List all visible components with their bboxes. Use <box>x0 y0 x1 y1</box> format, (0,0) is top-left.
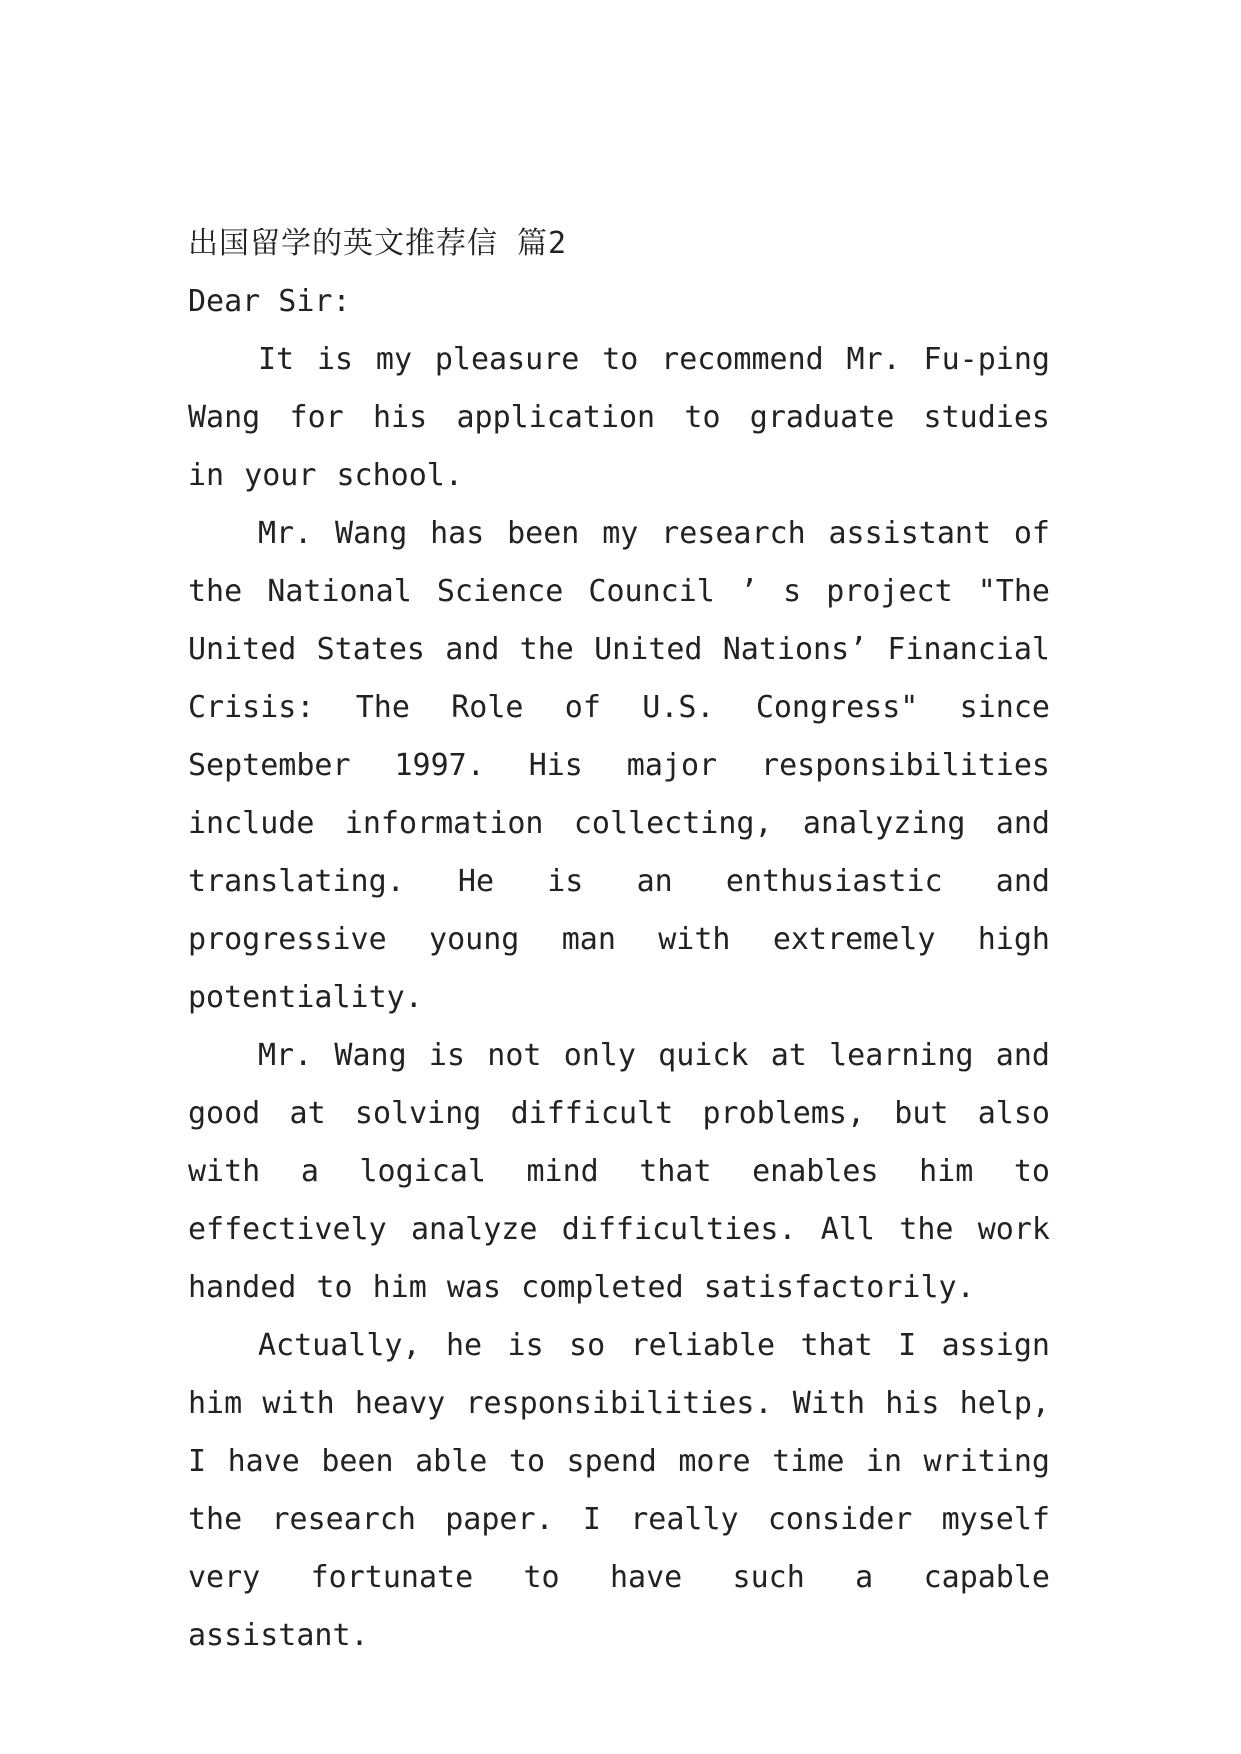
paragraph-research-assistant: Mr. Wang has been my research assistant of the National Science Council ’ s project "The United States and the United Nations’ Financial Crisis: The Role of U.S. Congress" since September 1997. His major responsibilities include information collecting, analyzing and translating. He is an enthusiastic and progressive young man with extremely high potentiality. <box>188 516 1050 1015</box>
paragraph-reliability: Actually, he is so reliable that I assign him with heavy responsibilities. With his help, I have been able to spend more time in writing the research paper. I really consider myself very fortunate to have such a capable assistant. <box>188 1328 1050 1653</box>
paragraph-abilities: Mr. Wang is not only quick at learning and good at solving difficult problems, but also with a logical mind that enables him to effectively analyze difficulties. All the work handed to him was completed satisfactorily. <box>188 1038 1050 1305</box>
letter-body <box>188 215 1050 1665</box>
document-heading: 出国留学的英文推荐信 篇2 <box>188 226 568 261</box>
salutation: Dear Sir: <box>188 284 351 319</box>
paragraph-recommendation: It is my pleasure to recommend Mr. Fu-ping Wang for his application to graduate studies in your school. <box>188 342 1050 493</box>
